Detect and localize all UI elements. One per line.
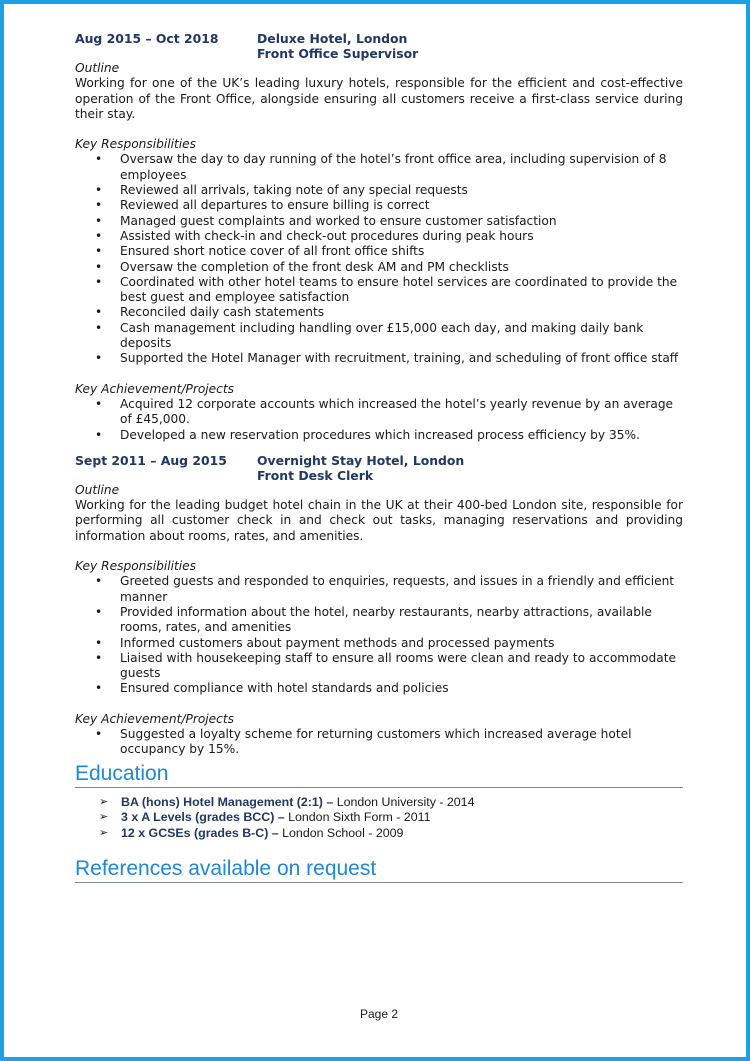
list-item [75,727,683,758]
bullet-icon: • [95,244,103,259]
bullet-icon: • [95,183,103,198]
qualification: 12 x GCSEs (grades B-C) – [121,825,279,840]
bullet-icon: • [95,604,103,619]
list-item-text: Assisted with check-in and check-out procedures during peak hours [120,228,534,243]
list-item-text: Ensured compliance with hotel standards and policies [120,681,449,696]
job-entry [75,31,683,443]
list-item-text: Ensured short notice cover of all front office shifts [120,244,425,259]
list-item [75,321,683,352]
list-item-text: Cash management including handling over £15,000 each day, and making daily bank deposits [120,320,644,351]
list-item-text: Reviewed all arrivals, taking note of any special requests [120,183,468,198]
achievements-list [75,397,683,443]
list-item-text: Reconciled daily cash statements [120,305,325,320]
list-item [75,681,683,696]
achievements-list [75,727,683,758]
education-item [75,826,683,842]
list-item [75,244,683,259]
list-item-text: Reviewed all departures to ensure billing is correct [120,198,430,213]
bullet-icon: • [95,650,103,665]
bullet-icon: • [95,574,103,589]
list-item-text: Liaised with housekeeping staff to ensure all rooms were clean and ready to accommodate guests [120,650,676,681]
bullet-icon: • [95,305,103,320]
responsibilities-label: Key Responsibilities [75,137,197,152]
qualification-detail: London Sixth Form - 2011 [284,810,431,825]
page-number: Page 2 [359,1007,399,1021]
job-entry [75,453,683,758]
education-heading: Education [75,762,683,788]
arrow-bullet-icon: ➢ [99,826,109,839]
education-item [75,810,683,826]
qualification-detail: London University - 2014 [333,794,475,809]
list-item-text: Developed a new reservation procedures which increased process efficiency by 35%. [120,427,640,442]
list-item-text: Oversaw the day to day running of the hotel’s front office area, including supervision of 8 employees [120,152,667,182]
list-item-text: Informed customers about payment methods and processed payments [120,635,555,650]
bullet-icon: • [95,396,103,411]
arrow-bullet-icon: ➢ [99,811,109,824]
bullet-icon: • [95,152,103,167]
references-heading: References available on request [75,857,683,883]
list-item-text: Coordinated with other hotel teams to ensure hotel services are coordinated to provide the best guest and employee satisfaction [120,274,678,305]
bullet-icon: • [95,228,103,243]
job-dates: Sept 2011 – Aug 2015 [75,452,227,468]
outline-text: Working for the leading budget hotel chain in the UK at their 400-bed London site, responsible for performing all customer check in and check out tasks, managing reservations and providing information about rooms, rates, and amenities. [75,498,683,543]
list-item-text: Managed guest complaints and worked to ensure customer satisfaction [120,213,557,228]
list-item-text: Supported the Hotel Manager with recruitment, training, and scheduling of front office staff [120,351,679,366]
qualification: BA (hons) Hotel Management (2:1) – [121,794,334,809]
responsibilities-list [75,152,683,366]
list-item-text: Greeted guests and responded to enquiries, requests, and issues in a friendly and efficient manner [120,574,675,604]
list-item [75,574,683,605]
job-employer: Overnight Stay Hotel, London [257,452,465,468]
list-item [75,651,683,682]
list-item [75,351,683,366]
job-role: Front Desk Clerk [257,467,374,483]
job-role: Front Office Supervisor [257,46,419,61]
bullet-icon: • [95,635,103,650]
list-item [75,605,683,636]
job-header [75,453,683,483]
bullet-icon: • [95,198,103,213]
list-item-text: Suggested a loyalty scheme for returning customers which increased average hotel occupancy by 15%. [120,726,632,757]
qualification: 3 x A Levels (grades BCC) – [121,810,285,825]
job-employer: Deluxe Hotel, London [257,31,408,46]
list-item-text: Provided information about the hotel, nearby restaurants, nearby attractions, available rooms, rates, and amenities [120,604,652,635]
education-item [75,795,683,811]
bullet-icon: • [95,681,103,696]
list-item [75,428,683,443]
outline-label: Outline [75,61,120,75]
bullet-icon: • [95,259,103,274]
list-item [75,260,683,275]
responsibilities-list [75,574,683,696]
job-dates: Aug 2015 – Oct 2018 [75,31,219,46]
achievements-label: Key Achievement/Projects [75,711,235,726]
page-content [75,31,683,883]
list-item [75,275,683,306]
list-item [75,229,683,244]
education-list [75,795,683,842]
list-item [75,305,683,320]
bullet-icon: • [95,726,103,741]
list-item-text: Oversaw the completion of the front desk AM and PM checklists [120,259,509,274]
list-item [75,397,683,428]
list-item [75,636,683,651]
bullet-icon: • [95,274,103,289]
list-item [75,198,683,213]
list-item [75,214,683,229]
list-item-text: Acquired 12 corporate accounts which increased the hotel’s yearly revenue by an average of £45,000. [120,396,674,427]
responsibilities-label: Key Responsibilities [75,559,197,574]
bullet-icon: • [95,213,103,228]
outline-text: Working for one of the UK’s leading luxury hotels, responsible for the efficient and cost-effective operation of the Front Office, alongside ensuring all customers receive a first-class service during their stay. [75,76,683,121]
achievements-label: Key Achievement/Projects [75,381,235,396]
bullet-icon: • [95,427,103,442]
job-header [75,31,683,61]
outline-label: Outline [75,482,120,497]
qualification-detail: London School - 2009 [278,825,404,840]
arrow-bullet-icon: ➢ [99,795,109,808]
list-item [75,152,683,183]
bullet-icon: • [95,320,103,335]
bullet-icon: • [95,351,103,366]
list-item [75,183,683,198]
